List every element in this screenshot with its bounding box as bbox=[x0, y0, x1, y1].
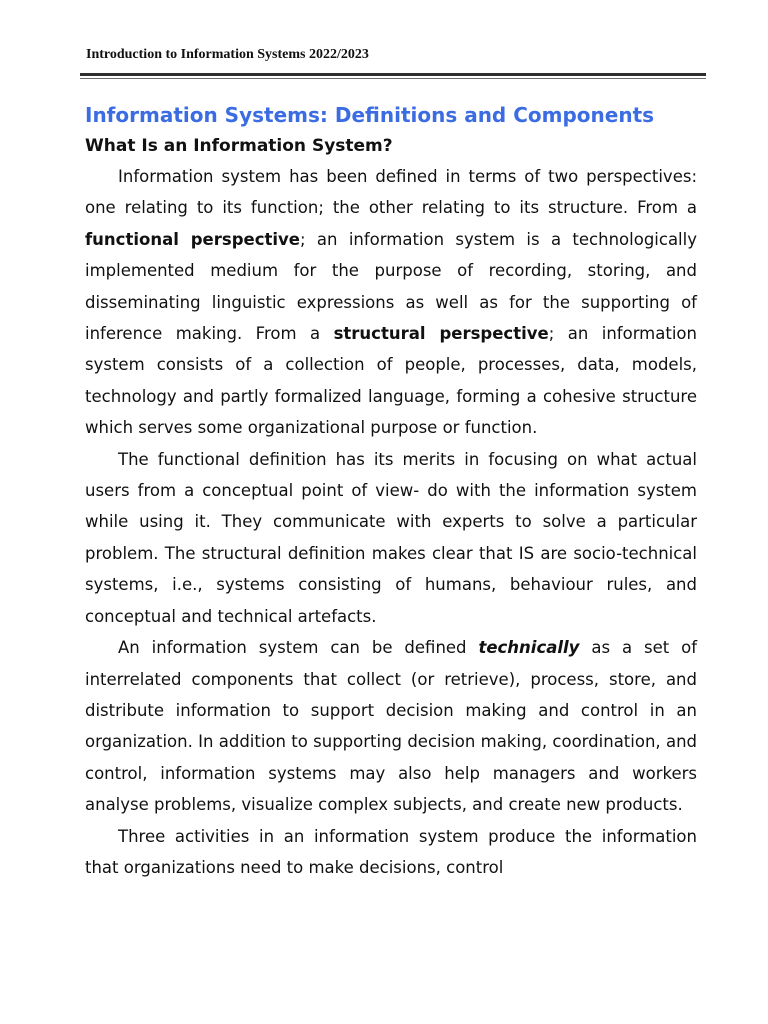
emphasis-technically bbox=[478, 638, 579, 657]
section-heading: What Is an Information System? bbox=[85, 136, 393, 156]
paragraph-text: as a set of interrelated components that collect (or retrieve), process, store, and distribute information to support decision making and control in an organization. In addition to supporting decision making, coordination, and control, information systems may also help managers and workers analyse problems, visualize complex subjects, and create new products. bbox=[85, 638, 698, 815]
paragraph-text: The functional definition has its merits in focusing on what actual users from a conceptual point of view- do with the information system while using it. They communicate with experts to solve a particular problem. The structural definition makes clear that IS are socio-technical systems, i.e., systems consisting of humans, behaviour rules, and conceptual and technical artefacts. bbox=[85, 449, 697, 626]
paragraph-text: An information system can be defined bbox=[118, 638, 479, 658]
running-header: Introduction to Information Systems 2022/2023 bbox=[86, 47, 369, 62]
emphasis-technically-text: technically bbox=[478, 638, 580, 658]
paragraph-activities bbox=[85, 821, 697, 884]
bold-term-structural: structural perspective bbox=[333, 324, 549, 344]
paragraph-definition bbox=[85, 161, 697, 444]
header-rule-thick bbox=[80, 73, 706, 76]
paragraph-technical-definition bbox=[85, 632, 697, 820]
paragraph-functional-definition bbox=[85, 444, 697, 632]
document-body bbox=[85, 100, 697, 883]
paragraph-text: Information system has been defined in terms of two perspectives: one relating to its function; the other relating to its structure. From a bbox=[85, 167, 697, 218]
header-rule-thin bbox=[80, 78, 706, 79]
document-title: Information Systems: Definitions and Components bbox=[85, 103, 655, 127]
paragraph-text: ; an information system is a technologically implemented medium for the purpose of recording, storing, and disseminating linguistic expressions as well as for the supporting of inference making. From a bbox=[85, 229, 697, 344]
paragraph-text: Three activities in an information system produce the information that organizations need to make decisions, control bbox=[85, 826, 697, 877]
bold-term-functional: functional perspective bbox=[85, 229, 300, 249]
paragraph-text: ; an information system consists of a collection of people, processes, data, models, technology and partly formalized language, forming a cohesive structure which serves some organizational purpose or function. bbox=[85, 324, 697, 438]
